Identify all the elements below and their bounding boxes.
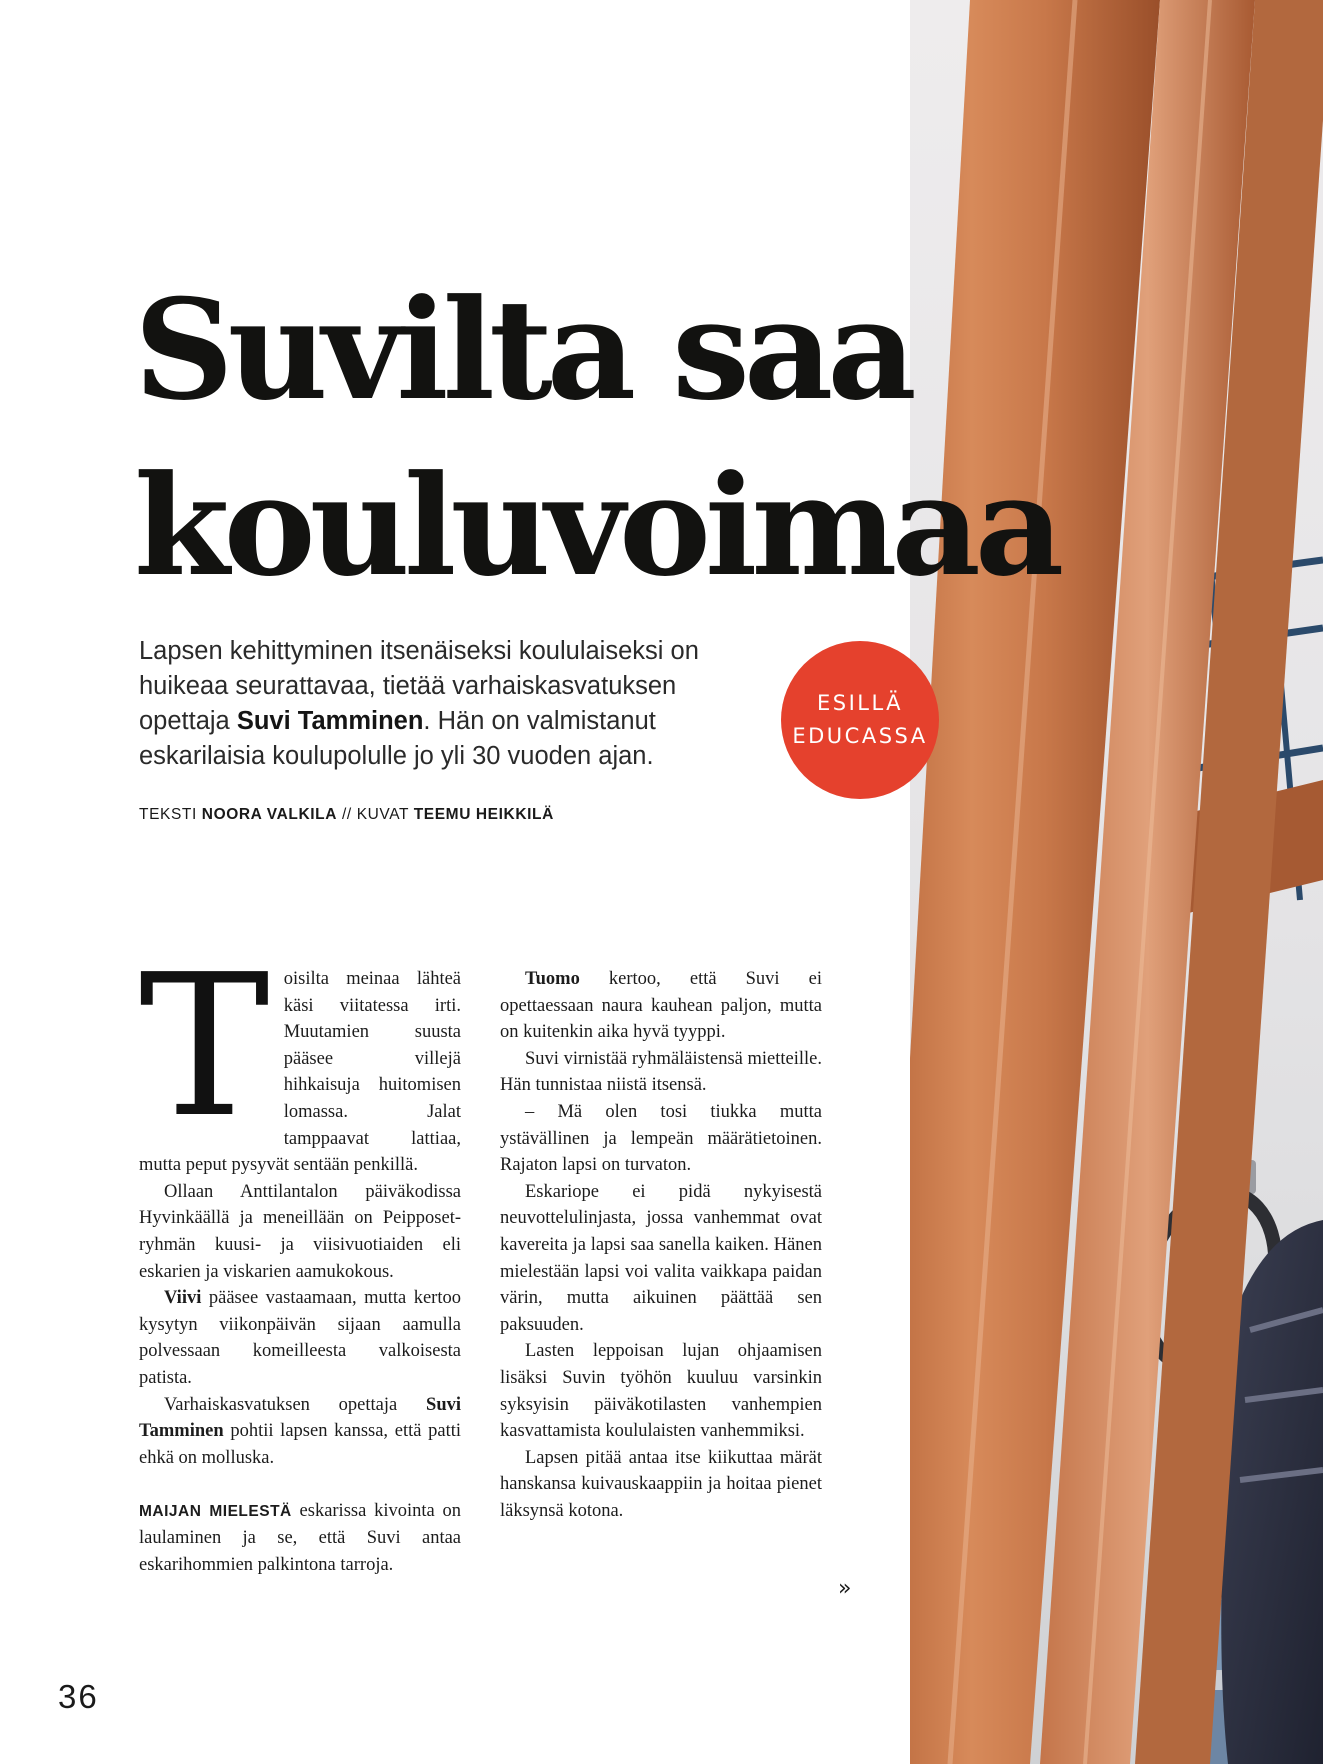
byline-photo-label: KUVAT: [356, 806, 409, 823]
headline: [134, 262, 1058, 614]
drop-cap: T: [139, 933, 270, 1161]
body-paragraph: – Mä olen tosi tiukka mutta ystävällinen ja lempeän määrätietoinen. Rajaton lapsi on turvaton.: [500, 1101, 822, 1176]
section-lead-in: MAIJAN MIELESTÄ: [139, 1502, 292, 1520]
headline-line-2: kouluvoimaa: [134, 444, 1059, 607]
body-text: Varhaiskasvatuksen opettaja: [164, 1394, 427, 1415]
lead-paragraph: [139, 634, 729, 774]
body-column-2: [500, 966, 822, 1524]
body-paragraph: [139, 933, 461, 1179]
body-paragraph: [500, 966, 822, 1046]
body-paragraph: [139, 1285, 461, 1391]
child-name: Tuomo: [525, 969, 580, 989]
body-text: eskarissa kivointa on laulaminen ja se, että Suvi antaa eskarihommien palkintona tarroja.: [139, 1500, 461, 1576]
body-paragraph: Eskariope ei pidä nykyisestä neuvottelulinjasta, jossa vanhemmat ovat kavereita ja lapsi saa sanella kaiken. Hänen mielestään lapsi voi valita vaikkapa paidan värin, mutta aikuinen päättää sen paksuuden.: [500, 1181, 822, 1335]
page-number: 36: [58, 1678, 99, 1715]
body-column-1: [139, 933, 461, 1579]
byline-text-author: NOORA VALKILA: [201, 806, 338, 823]
body-paragraph: Ollaan Anttilantalon päiväkodissa Hyvinkäällä ja meneillään on Peipposet-ryhmän kuusi- ja viisivuotiaiden eli eskarien ja viskarien aamukokous.: [139, 1181, 461, 1282]
badge-line-1: ESILLÄ: [816, 691, 904, 715]
lead-name: Suvi Tamminen: [236, 707, 424, 735]
body-paragraph: [139, 1498, 461, 1579]
headline-line-1: Suvilta saa: [134, 268, 911, 431]
body-text: pohtii lapsen kanssa, että patti ehkä on molluska.: [139, 1421, 461, 1468]
continue-arrow-icon: »: [838, 1576, 852, 1601]
badge-line-2: EDUCASSA: [792, 724, 928, 748]
child-name: Viivi: [164, 1288, 202, 1309]
body-text: oisilta meinaa lähteä käsi viitatessa irti. Muutamien suusta pääsee villejä hihkaisuja huitomisen lomassa. Jalat tamppaavat lattiaa, mutta peput pysyvät sentään penkillä.: [139, 969, 461, 1176]
byline-separator: //: [341, 806, 352, 823]
body-text: pääsee vastaamaan, mutta kertoo kysytyn viikonpäivän sijaan aamulla polvessaan komeilleesta valkoisesta patista.: [139, 1288, 461, 1388]
body-text: kertoo, että Suvi ei opettaessaan naura kauhean paljon, mutta on kuitenkin aika hyvä tyyppi.: [500, 969, 822, 1043]
byline: [139, 806, 554, 824]
lead-text-2: . Hän on valmistanut eskarilaisia koulupolulle jo yli 30 vuoden ajan.: [139, 707, 656, 770]
event-badge: [781, 641, 939, 799]
body-paragraph: Lapsen pitää antaa itse kiikuttaa märät hanskansa kuivauskaappiin ja hoitaa pienet läksynsä kotona.: [500, 1447, 822, 1521]
lead-text-1: Lapsen kehittyminen itsenäiseksi koululaiseksi on huikeaa seurattavaa, tietää varhaiskasvatuksen opettaja: [139, 637, 699, 735]
body-paragraph: Lasten leppoisan lujan ohjaamisen lisäksi Suvin työhön kuuluu varsinkin syksyisin päiväkotilasten vanhempien kasvattamista koululaisten vanhemmiksi.: [500, 1341, 822, 1442]
body-paragraph: Suvi virnistää ryhmäläistensä mietteille. Hän tunnistaa niistä itsensä.: [500, 1048, 822, 1096]
body-paragraph: [139, 1392, 461, 1472]
byline-text-label: TEKSTI: [139, 806, 197, 823]
teacher-name: Suvi Tamminen: [139, 1394, 461, 1442]
byline-photo-author: TEEMU HEIKKILÄ: [413, 806, 554, 823]
